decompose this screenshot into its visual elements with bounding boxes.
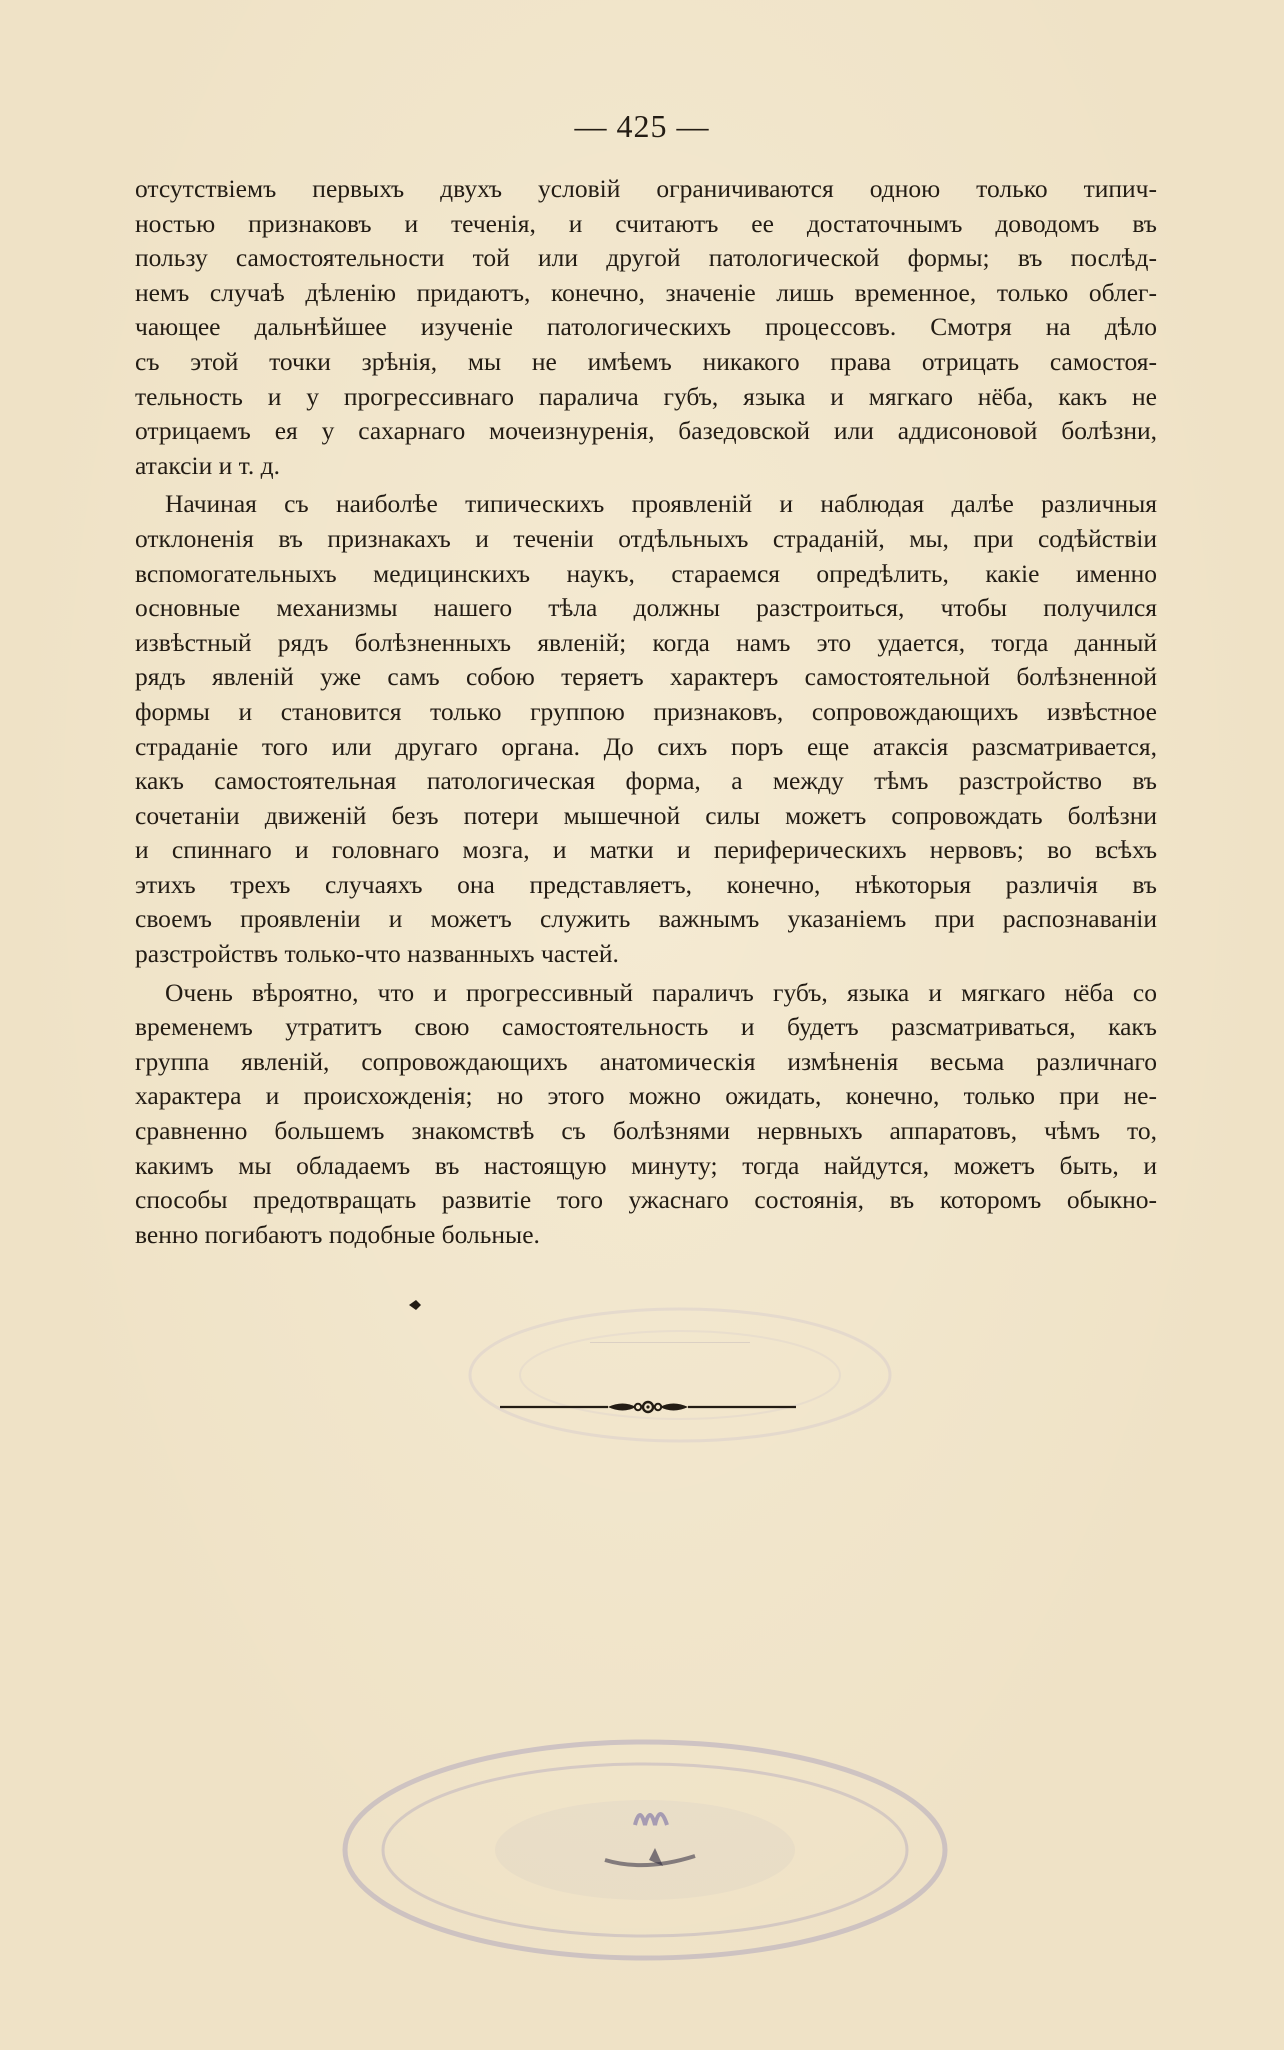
text-line: отрицаемъ ея у сахарнаго мочеизнуренія, базедовской или аддисоновой болѣзни, [135,416,1157,446]
text-line: ностью признаковъ и теченія, и считаютъ ее достаточнымъ доводомъ въ [135,208,1157,238]
text-line: чающее дальнѣйшее изученіе патологическихъ процессовъ. Смотря на дѣло [135,312,1157,342]
text-line: способы предотвращать развитіе того ужаснаго состоянія, въ которомъ обыкно- [135,1185,1157,1215]
text-line: страданіе того или другаго органа. До сихъ поръ еще атаксія разсматривается, [135,731,1157,761]
text-line: венно погибаютъ подобные больные. [135,1219,540,1249]
decorative-rule-ornament-icon [498,1395,798,1419]
text-line: извѣстный рядъ болѣзненныхъ явленій; когда намъ это удается, тогда данный [135,627,1157,657]
text-line: временемъ утратитъ свою самостоятельность и будетъ разсматриваться, какъ [135,1012,1157,1042]
text-line: сочетаніи движеній безъ потери мышечной силы можетъ сопровождать болѣзни [135,800,1157,830]
text-line: своемъ проявленіи и можетъ служить важнымъ указаніемъ при распознаваніи [135,904,1157,934]
text-line: этихъ трехъ случаяхъ она представляетъ, конечно, нѣкоторыя различія въ [135,869,1157,899]
text-line: какимъ мы обладаемъ въ настоящую минуту; тогда найдутся, можетъ быть, и [135,1150,1157,1180]
text-line: пользу самостоятельности той или другой патологической формы; въ послѣд- [135,243,1157,273]
faint-stamp-impression-icon [460,1300,900,1450]
text-line: рядъ явленій уже самъ собою теряетъ характеръ самостоятельной болѣзненной [135,662,1157,692]
text-line: немъ случаѣ дѣленію придаютъ, конечно, значеніе лишь временное, только облег- [135,277,1157,307]
text-line: вспомогательныхъ медицинскихъ наукъ, стараемся опредѣлить, какіе именно [135,558,1157,588]
text-line: группа явленій, сопровождающихъ анатомическія измѣненія весьма различнаго [135,1046,1157,1076]
paragraph-2 [135,487,1157,971]
text-line: атаксіи и т. д. [135,450,280,480]
text-line: Начиная съ наиболѣе типическихъ проявленій и наблюдая далѣе различныя [165,489,1157,519]
text-line: отклоненія въ признакахъ и теченіи отдѣльныхъ страданій, мы, при содѣйствіи [135,523,1157,553]
text-line: и спиннаго и головнаго мозга, и матки и периферическихъ нервовъ; во всѣхъ [135,835,1157,865]
black-diamond-mark-icon [408,1298,422,1312]
paragraph-1 [135,172,1157,483]
text-line: отсутствіемъ первыхъ двухъ условій ограничиваются одною только типич- [135,174,1157,203]
text-line: формы и становится только группою признаковъ, сопровождающихъ извѣстное [135,696,1157,726]
text-line: характера и происхожденія; но этого можно ожидать, конечно, только при не- [135,1081,1157,1111]
text-line: съ этой точки зрѣнія, мы не имѣемъ никакого права отрицать самостоя- [135,346,1157,376]
text-line: какъ самостоятельная патологическая форма, а между тѣмъ разстройство въ [135,766,1157,796]
text-line: сравненно большемъ знакомствѣ съ болѣзнями нервныхъ аппаратовъ, чѣмъ то, [135,1116,1157,1146]
text-line: тельность и у прогрессивнаго паралича губъ, языка и мягкаго нёба, какъ не [135,381,1157,411]
text-line: разстройствъ только-что названныхъ частей. [135,939,619,969]
library-stamp-icon [335,1730,955,1970]
body-text [135,172,1157,1252]
paragraph-3 [135,976,1157,1253]
text-line: основные механизмы нашего тѣла должны разстроиться, чтобы получился [135,593,1157,623]
faint-rule [590,1342,750,1343]
page-number: — 425 — [574,108,710,144]
text-line: Очень вѣроятно, что и прогрессивный параличъ губъ, языка и мягкаго нёба со [165,977,1157,1007]
